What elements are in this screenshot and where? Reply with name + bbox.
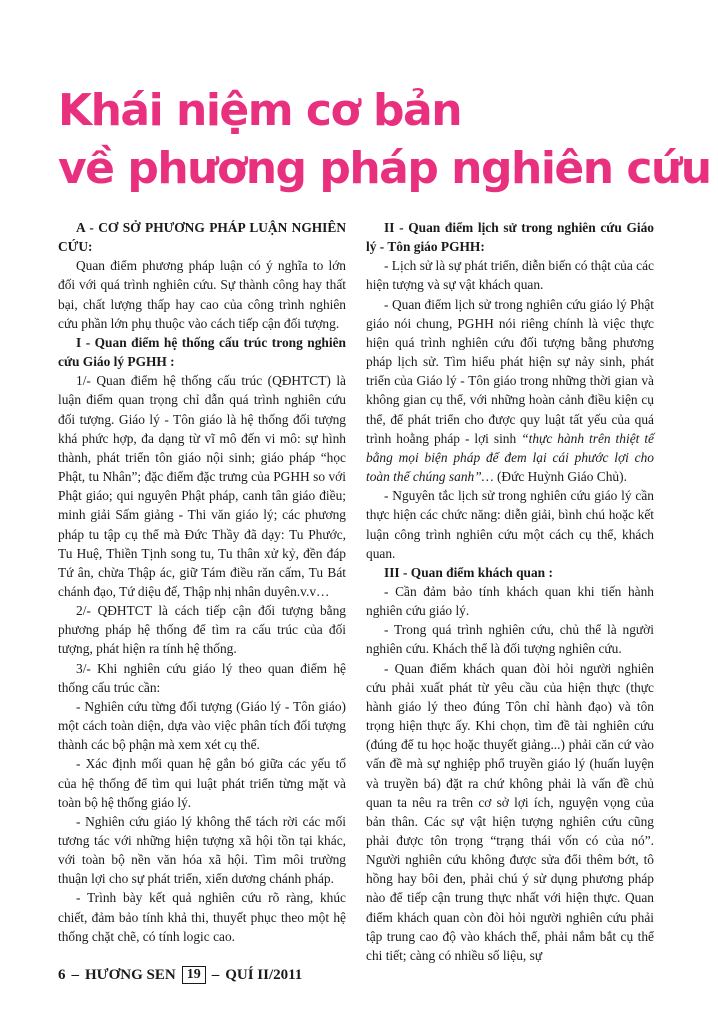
quoted-italic-text: “thực hành trên thiệt tế bằng mọi biện pháp để đem lại cái phước lợi cho toàn thể chúng sanh”… bbox=[366, 430, 654, 485]
paragraph-text: I - Quan điểm hệ thống cấu trúc trong nghiên cứu Giáo lý PGHH : bbox=[58, 334, 346, 370]
paragraph-text: - Quan điểm khách quan đòi hỏi người nghiên cứu phải xuất phát từ yêu cầu của hiện thực (thực hành giáo lý theo đúng Tôn chỉ hành đạo) và tôn trọng hiện thực ấy. Khi chọn, tìm đề tài nghiên cứu (đúng để tu học hoặc thuyết giảng...) phải căn cứ vào vấn đề mà sự nghiệp phổ truyền giáo lý (huấn luyện và truyền bá) đặt ra chứ không phải là vấn đề chủ quan ta nêu ra trên cơ sở lợi ích, nguyện vọng của bản thân. Các sự vật hiện tượng nghiên cứu cũng phải được tôn trọng “trạng thái vốn có của nó”. Người nghiên cứu không được sửa đổi thêm bớt, tô hồng hay bôi đen, phải chú ý sử dụng phương pháp nào để tiếp cận trung thực nhất với hiện thực. Quan điểm khách quan còn đòi hỏi người nghiên cứu phải tập trung cao độ vào khách thể, phải nắm bắt cụ thể chi tiết; càng có nhiều số liệu, sự bbox=[366, 660, 654, 963]
article-title-line-2: về phương pháp nghiên cứu bbox=[58, 143, 711, 194]
body-paragraph bbox=[58, 888, 346, 945]
body-paragraph bbox=[366, 620, 654, 658]
paragraph-text: - Nguyên tắc lịch sử trong nghiên cứu giáo lý cần thực hiện các chức năng: diễn giải, bình chú hoặc kết luận công trình nghiên cứu một cách cụ thể, khách quan. bbox=[366, 488, 654, 561]
paragraph-text: - Cần đảm bảo tính khách quan khi tiến hành nghiên cứu giáo lý. bbox=[366, 583, 654, 619]
paragraph-text: 3/- Khi nghiên cứu giáo lý theo quan điểm hệ thống cấu trúc cần: bbox=[58, 660, 346, 695]
body-paragraph bbox=[366, 582, 654, 620]
paragraph-text: - Trình bày kết quả nghiên cứu rõ ràng, khúc chiết, đảm bảo tính khả thi, thuyết phục theo một hệ thống chặt chẽ, có tính logic cao. bbox=[58, 890, 346, 944]
body-paragraph bbox=[58, 601, 346, 658]
paragraph-text: A - CƠ SỞ PHƯƠNG PHÁP LUẬN NGHIÊN CỨU: bbox=[58, 220, 346, 255]
body-paragraph bbox=[58, 697, 346, 754]
body-paragraph bbox=[58, 256, 346, 333]
paragraph-text: III - Quan điểm khách quan : bbox=[384, 564, 553, 580]
issue-number-box: 19 bbox=[182, 966, 206, 984]
body-paragraph bbox=[58, 659, 346, 697]
footer-dash: – bbox=[211, 966, 220, 983]
body-paragraph bbox=[366, 486, 654, 563]
paragraph-text: - Trong quá trình nghiên cứu, chủ thể là người nghiên cứu. Khách thể là đối tượng nghiên cứu. bbox=[366, 622, 654, 657]
page-number: 6 bbox=[58, 966, 66, 983]
paragraph-text: - Xác định mối quan hệ gắn bó giữa các yếu tố của hệ thống để tìm qui luật phát triển từng mặt và toàn bộ hệ thống giáo lý. bbox=[58, 756, 346, 810]
section-heading bbox=[58, 218, 346, 256]
body-paragraph bbox=[366, 256, 654, 294]
section-heading bbox=[366, 218, 654, 256]
paragraph-text: - Nghiên cứu giáo lý không thể tách rời các mối tương tác với những hiện tượng xã hội tồn tại khác, với toàn bộ nền văn hóa xã hội. Tìm môi trường thuận lợi cho sự phát triển, xiển dương chánh pháp. bbox=[58, 813, 346, 887]
magazine-name: HƯƠNG SEN bbox=[85, 966, 176, 983]
body-paragraph bbox=[366, 659, 654, 966]
paragraph-text: 1/- Quan điểm hệ thống cấu trúc (QĐHTCT) là luận điểm quan trọng chỉ dẫn quá trình nghiên cứu đối tượng. Giáo lý - Tôn giáo là hệ thống đối tượng khá phức hợp, đa dạng từ vĩ mô đến vi mô: sự hình thành, phát triển tôn giáo nội sinh; giáo pháp “học Phật, tu Nhân”; đặc điểm đặc trưng của PGHH so với Phật giáo; qui nguyên Phật pháp, canh tân giáo điều; minh giải Sấm giảng - Thi văn giáo lý; các phương pháp tu tập cụ thể mà Đức Thầy đã dạy: Tu Phước, Tu Huệ, Thiền Tịnh song tu, Tu thân xử kỷ, đền đáp Tứ ân, chừa Thập ác, giữ Tám điều răn cấm, Tu Bát chánh đạo, Tứ diệu đế, Thập nhị nhân duyên.v.v… bbox=[58, 373, 346, 599]
right-text-column bbox=[366, 218, 654, 965]
body-paragraph bbox=[366, 295, 654, 487]
issue-quarter: QUÍ II/2011 bbox=[225, 966, 303, 983]
body-paragraph bbox=[58, 754, 346, 811]
article-title-line-1: Khái niệm cơ bản bbox=[58, 85, 462, 136]
paragraph-text: II - Quan điểm lịch sử trong nghiên cứu Giáo lý - Tôn giáo PGHH: bbox=[366, 220, 654, 255]
footer-dash: – bbox=[71, 966, 79, 983]
body-paragraph bbox=[58, 371, 346, 601]
page-footer bbox=[58, 966, 302, 984]
paragraph-tail-text: (Đức Huỳnh Giáo Chủ). bbox=[493, 469, 627, 485]
paragraph-text: Quan điểm phương pháp luận có ý nghĩa to lớn đối với quá trình nghiên cứu. Sự thành công hay thất bại, chất lượng thấp hay cao của công trình nghiên cứu phần lớn phụ thuộc vào cách tiếp cận đối tượng. bbox=[58, 258, 346, 331]
section-heading bbox=[58, 333, 346, 371]
body-paragraph bbox=[58, 812, 346, 889]
paragraph-text: - Lịch sử là sự phát triển, diễn biến có thật của các hiện tượng và sự vật khách quan. bbox=[366, 258, 654, 293]
paragraph-text: - Quan điểm lịch sử trong nghiên cứu giáo lý Phật giáo nói chung, PGHH nói riêng chính là việc thực hiện quá trình nghiên cứu đối tượng bằng phương pháp lịch sử. Tìm hiểu phát hiện sự nảy sinh, phát triển của Giáo lý - Tôn giáo trong những thời gian và không gian cụ thể, với những hoàn cảnh điều kiện cụ thể, để phát triển cho được quy luật tất yếu của quá trình hoằng pháp - lợi sinh bbox=[366, 296, 654, 446]
paragraph-text: 2/- QĐHTCT là cách tiếp cận đối tượng bằng phương pháp hệ thống để tìm ra cấu trúc của đối tượng, phát hiện ra tính hệ thống. bbox=[58, 603, 346, 657]
paragraph-text: - Nghiên cứu từng đối tượng (Giáo lý - Tôn giáo) một cách toàn diện, dựa vào việc phân tích đối tượng thành các bộ phận mà xem xét cụ thể. bbox=[58, 698, 346, 753]
left-text-column bbox=[58, 218, 346, 946]
section-heading bbox=[366, 563, 654, 582]
article-title bbox=[58, 82, 711, 198]
